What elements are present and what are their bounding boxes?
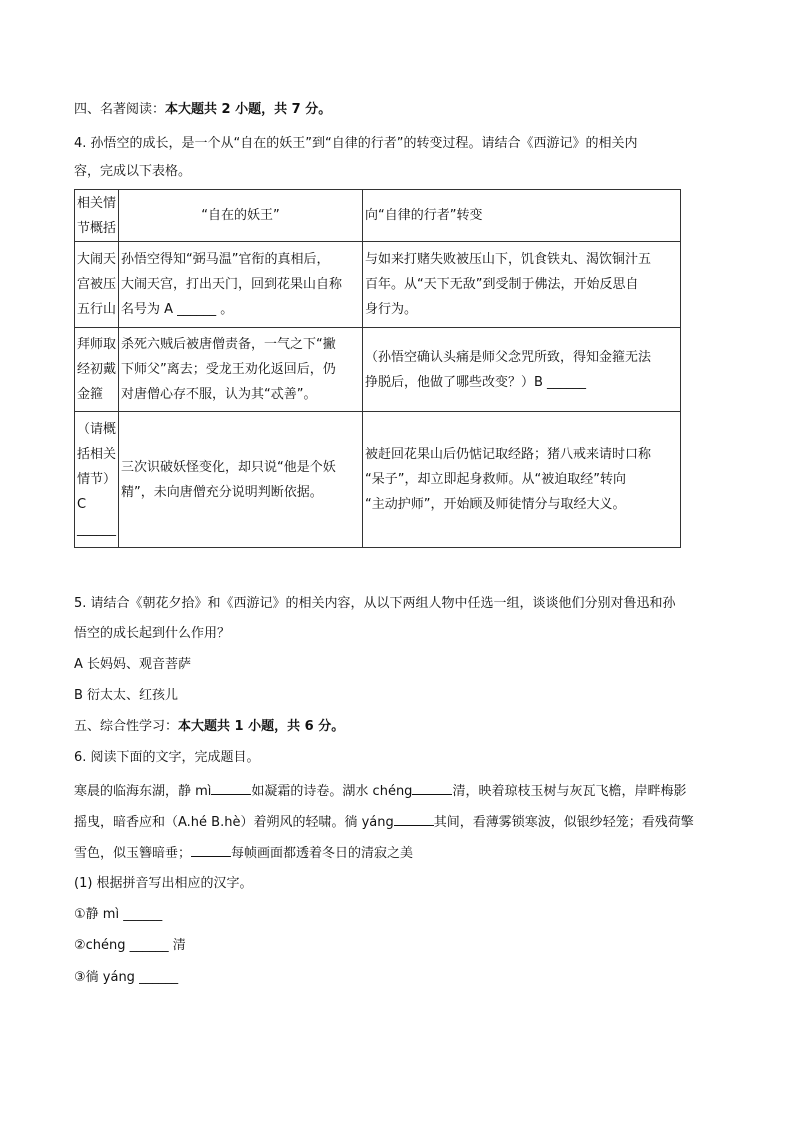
subquestion-item-1: ①静 mì ______: [74, 907, 163, 922]
question-6-passage-line-2: [74, 811, 694, 833]
passage-text: 摇曳，暗香应和（A.hé B.hè）着朔风的轻啸。徜 yáng: [74, 815, 394, 830]
answer-blank: [394, 811, 434, 826]
question-4-line-1: 4. 孙悟空的成长，是一个从“自在的妖王”到“自律的行者”的转变过程。请结合《西游记》的相关内: [74, 136, 638, 151]
table-row: [75, 242, 681, 328]
table-row: [75, 328, 681, 412]
question-4-line-2: 容，完成以下表格。: [74, 164, 192, 179]
section-5-heading-detail: 本大题共 1 小题，共 6 分。: [178, 719, 345, 734]
section-4-heading: [74, 100, 331, 120]
table-header-plot: 相关情 节概括: [75, 190, 119, 242]
question-5-line-1: 5. 请结合《朝花夕拾》和《西游记》的相关内容，从以下两组人物中任选一组，谈谈他们分别对鲁迅和孙: [74, 596, 676, 611]
subquestion-item-2: ②chéng ______ 清: [74, 938, 186, 953]
section-5-heading-prefix: 五、综合性学习：: [74, 719, 179, 734]
answer-blank: [191, 842, 231, 857]
question-5-option-a: A 长妈妈、观音菩萨: [74, 657, 192, 672]
passage-text: 寒晨的临海东湖，静 mì: [74, 784, 212, 799]
answer-blank: [412, 780, 452, 795]
table-cell-disciplined: 与如来打赌失败被压山下，饥食铁丸、渴饮铜汁五 百年。从“天下无敌”到受制于佛法，开始反思自 身行为。: [363, 242, 681, 328]
answer-blank: [211, 780, 251, 795]
section-4-heading-prefix: 四、名著阅读：: [74, 102, 166, 117]
passage-text: 其间，看薄雾锁寒波，似银纱轻笼；看残荷擎: [433, 815, 694, 830]
table-cell-plot: 拜师取 经初戴 金箍: [75, 328, 119, 412]
table-cell-disciplined: （孙悟空确认头痛是师父念咒所致，得知金箍无法 挣脱后，他做了哪些改变？）B ______: [363, 328, 681, 412]
question-5-line-2: 悟空的成长起到什么作用？: [74, 626, 231, 641]
passage-text: 清，映着琼枝玉树与灰瓦飞檐，岸畔梅影: [452, 784, 687, 799]
passage-text: 雪色，似玉簪暗垂；: [74, 846, 192, 861]
section-4-heading-detail: 本大题共 2 小题，共 7 分。: [165, 102, 332, 117]
table-cell-plot: （请概 括相关 情节） C ______: [75, 412, 119, 548]
table-cell-free-king: 三次识破妖怪变化，却只说“他是个妖 精”，未向唐僧充分说明判断依据。: [119, 412, 363, 548]
passage-text: 如凝霜的诗卷。湖水 chéng: [251, 784, 413, 799]
question-6-line-1: 6. 阅读下面的文字，完成题目。: [74, 750, 260, 765]
table-header-row: [75, 190, 681, 242]
question-6-passage-line-1: [74, 780, 686, 802]
table-cell-free-king: 杀死六贼后被唐僧责备，一气之下“撇 下师父”离去；受龙王劝化返回后，仍 对唐僧心存不服，认为其“忒善”。: [119, 328, 363, 412]
table-cell-plot: 大闹天 宫被压 五行山: [75, 242, 119, 328]
table-cell-free-king: 孙悟空得知“弼马温”官衔的真相后， 大闹天宫，打出天门，回到花果山自称 名号为 A ______ 。: [119, 242, 363, 328]
table-cell-disciplined: 被赶回花果山后仍惦记取经路；猪八戒来请时口称 “呆子”，却立即起身救师。从“被迫取经”转向 “主动护师”，开始顾及师徒情分与取经大义。: [363, 412, 681, 548]
table-row: [75, 412, 681, 548]
subquestion-item-3: ③徜 yáng ______: [74, 970, 179, 985]
question-6-passage-line-3: [74, 842, 413, 864]
question-6-subquestion-1: (1) 根据拼音写出相应的汉字。: [74, 876, 253, 891]
question-5-option-b: B 衍太太、红孩儿: [74, 688, 179, 703]
reading-table: [74, 189, 681, 548]
table-header-disciplined-pilgrim: 向“自律的行者”转变: [363, 190, 681, 242]
section-5-heading: [74, 717, 344, 737]
passage-text: 每帧画面都透着冬日的清寂之美: [231, 846, 414, 861]
table-header-free-king: “自在的妖王”: [119, 190, 363, 242]
